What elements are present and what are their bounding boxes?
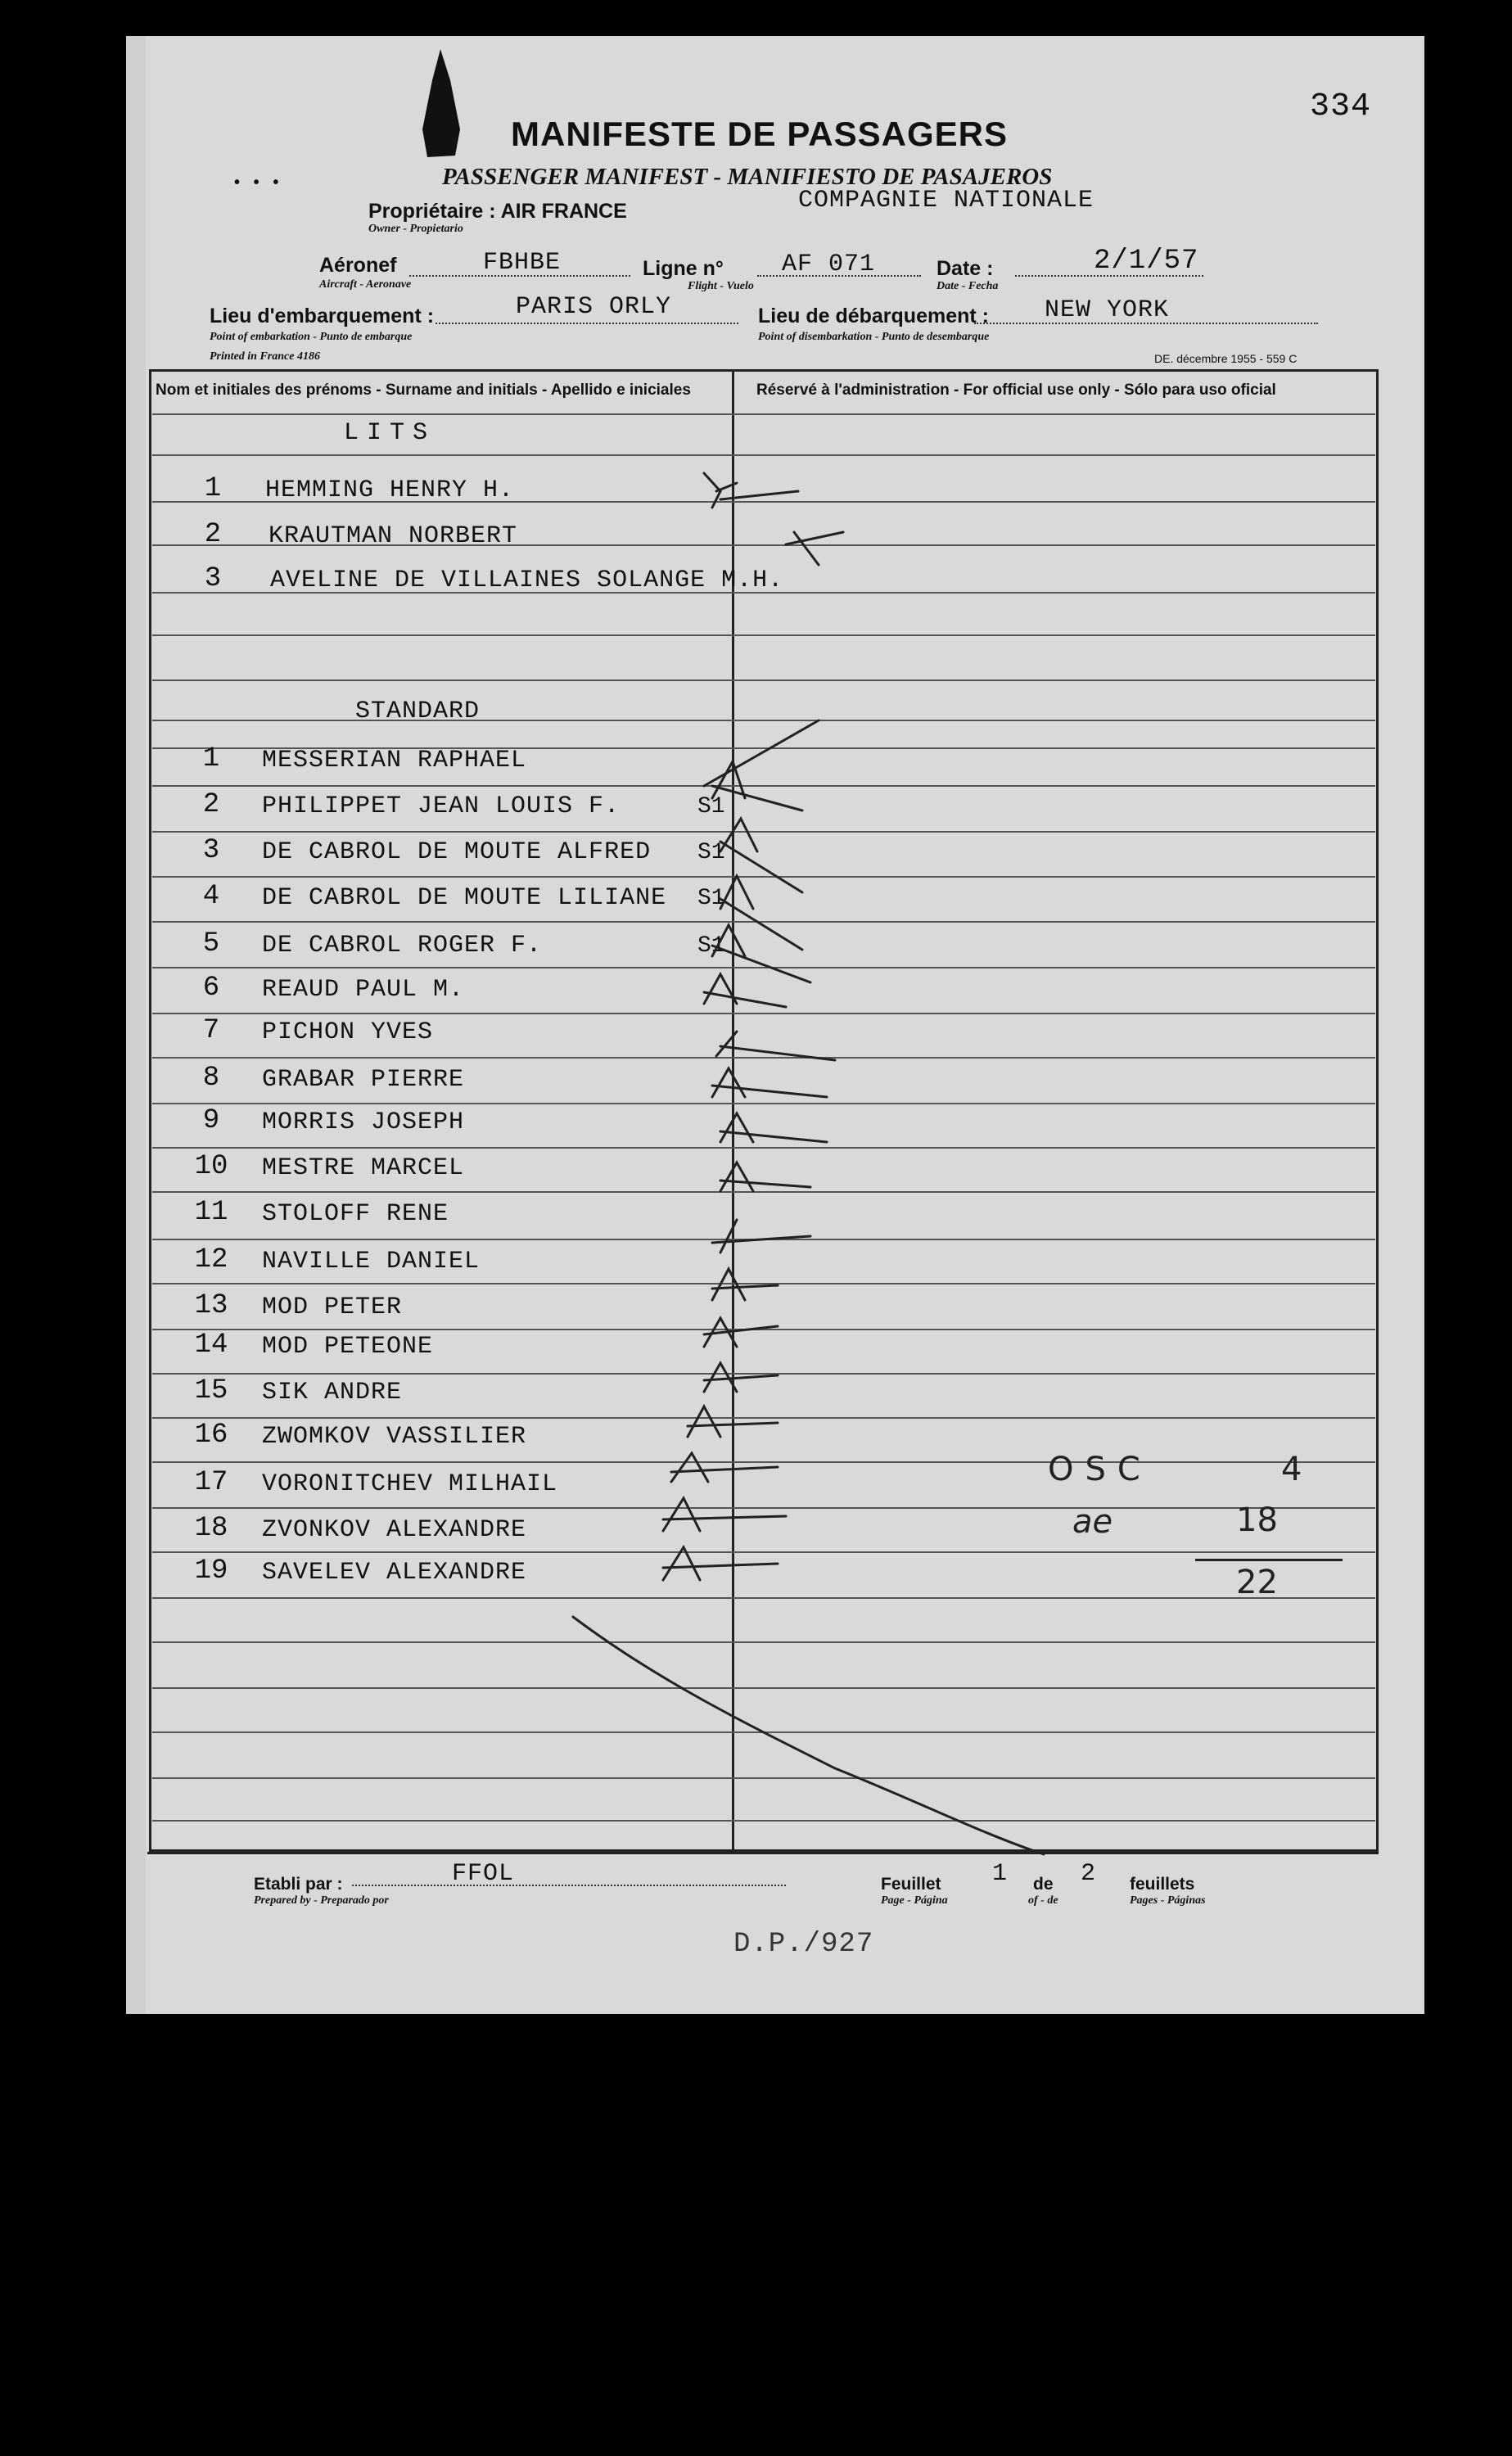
passenger-name: MOD PETER <box>262 1293 403 1321</box>
sheet-sublabel: Page - Página <box>881 1894 948 1907</box>
row-number: 14 <box>194 1330 228 1361</box>
row-number: 1 <box>202 743 220 774</box>
printed-note: Printed in France 4186 <box>210 350 320 363</box>
passenger-name: SIK ANDRE <box>262 1379 403 1406</box>
prepared-sublabel: Prepared by - Preparado por <box>254 1894 389 1907</box>
row-number: 19 <box>194 1555 228 1587</box>
passenger-name: STOLOFF RENE <box>262 1200 449 1228</box>
passenger-name: VORONITCHEV MILHAIL <box>262 1470 558 1498</box>
owner-sublabel: Owner - Propietario <box>368 223 463 235</box>
tally-value-osc: 4 <box>1281 1451 1302 1488</box>
row-number: 11 <box>194 1197 228 1228</box>
column-header-admin: Réservé à l'administration - For official use only - Sólo para uso oficial <box>756 381 1276 399</box>
date-label: Date : <box>937 257 994 280</box>
row-number: 8 <box>202 1063 220 1094</box>
class-code: S1 <box>697 840 725 865</box>
pages-label: feuillets <box>1130 1875 1195 1894</box>
row-number: 3 <box>202 835 220 866</box>
page-number: 334 <box>1310 88 1372 125</box>
embark-label: Lieu d'embarquement : <box>210 305 435 327</box>
tally-label-osc: OSC <box>1048 1451 1152 1488</box>
prepared-label: Etabli par : <box>254 1875 343 1894</box>
table-bottom-rule <box>147 1852 1379 1854</box>
prepared-value: FFOL <box>452 1860 515 1888</box>
passenger-name: DE CABROL DE MOUTE LILIANE <box>262 884 667 912</box>
passenger-name: DE CABROL ROGER F. <box>262 932 543 959</box>
of-value: 2 <box>1081 1860 1097 1888</box>
class-code: S1 <box>697 794 725 819</box>
of-label: de <box>1033 1875 1054 1894</box>
sheet-label: Feuillet <box>881 1875 941 1894</box>
row-number: 5 <box>202 928 220 959</box>
passenger-name: ZWOMKOV VASSILIER <box>262 1423 527 1451</box>
passenger-name: KRAUTMAN NORBERT <box>269 522 518 550</box>
passenger-name: MOD PETEONE <box>262 1333 434 1361</box>
passenger-name: PHILIPPET JEAN LOUIS F. <box>262 792 621 820</box>
row-number: 2 <box>204 519 222 550</box>
reference-number: D.P./927 <box>733 1929 874 1960</box>
flight-value: AF 071 <box>782 251 876 278</box>
date-value: 2/1/57 <box>1094 246 1199 277</box>
passenger-name: MESSERIAN RAPHAEL <box>262 747 527 774</box>
aircraft-value: FBHBE <box>483 249 562 277</box>
row-number: 6 <box>202 973 220 1004</box>
row-number: 12 <box>194 1244 228 1275</box>
passenger-name: DE CABROL DE MOUTE ALFRED <box>262 838 652 866</box>
passenger-name: ZVONKOV ALEXANDRE <box>262 1516 527 1544</box>
owner-typed: COMPAGNIE NATIONALE <box>798 187 1095 214</box>
row-number: 2 <box>202 789 220 820</box>
flight-label: Ligne n° <box>643 257 724 280</box>
form-code: DE. décembre 1955 - 559 C <box>1154 352 1298 365</box>
prepared-underline <box>352 1885 786 1886</box>
row-number: 16 <box>194 1420 228 1451</box>
of-sublabel: of - de <box>1028 1894 1058 1907</box>
disembark-value: NEW YORK <box>1045 296 1170 324</box>
section-heading-standard: STANDARD <box>355 698 481 725</box>
passenger-name: MESTRE MARCEL <box>262 1154 465 1182</box>
pages-sublabel: Pages - Páginas <box>1130 1894 1206 1907</box>
tally-label-ae: ae <box>1072 1503 1113 1541</box>
passenger-name: GRABAR PIERRE <box>262 1066 465 1094</box>
row-number: 1 <box>204 473 222 504</box>
aircraft-sublabel: Aircraft - Aeronave <box>319 278 412 291</box>
passenger-name: AVELINE DE VILLAINES SOLANGE M.H. <box>270 567 784 594</box>
document-subtitle: PASSENGER MANIFEST - MANIFIESTO DE PASAJEROS <box>442 164 1053 190</box>
owner-label: Propriétaire : AIR FRANCE <box>368 200 627 223</box>
tally-value-ae: 18 <box>1236 1501 1278 1539</box>
row-number: 15 <box>194 1375 228 1406</box>
passenger-name: PICHON YVES <box>262 1018 434 1046</box>
class-code: S1 <box>697 933 725 959</box>
row-number: 10 <box>194 1151 228 1182</box>
sheet-value: 1 <box>992 1860 1009 1888</box>
passenger-name: MORRIS JOSEPH <box>262 1108 465 1136</box>
embark-value: PARIS ORLY <box>516 293 672 321</box>
row-number: 4 <box>202 881 220 912</box>
column-header-names: Nom et initiales des prénoms - Surname and initials - Apellido e iniciales <box>156 381 691 399</box>
passenger-name: HEMMING HENRY H. <box>265 476 515 504</box>
passenger-name: NAVILLE DANIEL <box>262 1248 481 1275</box>
passenger-name: SAVELEV ALEXANDRE <box>262 1559 527 1587</box>
row-number: 17 <box>194 1467 228 1498</box>
document-title: MANIFESTE DE PASSAGERS <box>511 115 1008 153</box>
decorative-dots: • • • <box>234 174 279 192</box>
embark-sublabel: Point of embarkation - Punto de embarque <box>210 331 413 343</box>
aircraft-label: Aéronef <box>319 254 397 277</box>
row-number: 7 <box>202 1015 220 1046</box>
passenger-name: REAUD PAUL M. <box>262 976 465 1004</box>
date-sublabel: Date - Fecha <box>937 280 999 292</box>
tally-total: 22 <box>1236 1564 1278 1601</box>
class-code: S1 <box>697 886 725 911</box>
disembark-sublabel: Point of disembarkation - Punto de desembarque <box>758 331 990 343</box>
section-heading-lits: LITS <box>344 419 436 447</box>
flight-sublabel: Flight - Vuelo <box>688 280 754 292</box>
row-number: 9 <box>202 1105 220 1136</box>
disembark-label: Lieu de débarquement : <box>758 305 989 327</box>
row-number: 13 <box>194 1290 228 1321</box>
row-number: 18 <box>194 1513 228 1544</box>
row-number: 3 <box>204 563 222 594</box>
